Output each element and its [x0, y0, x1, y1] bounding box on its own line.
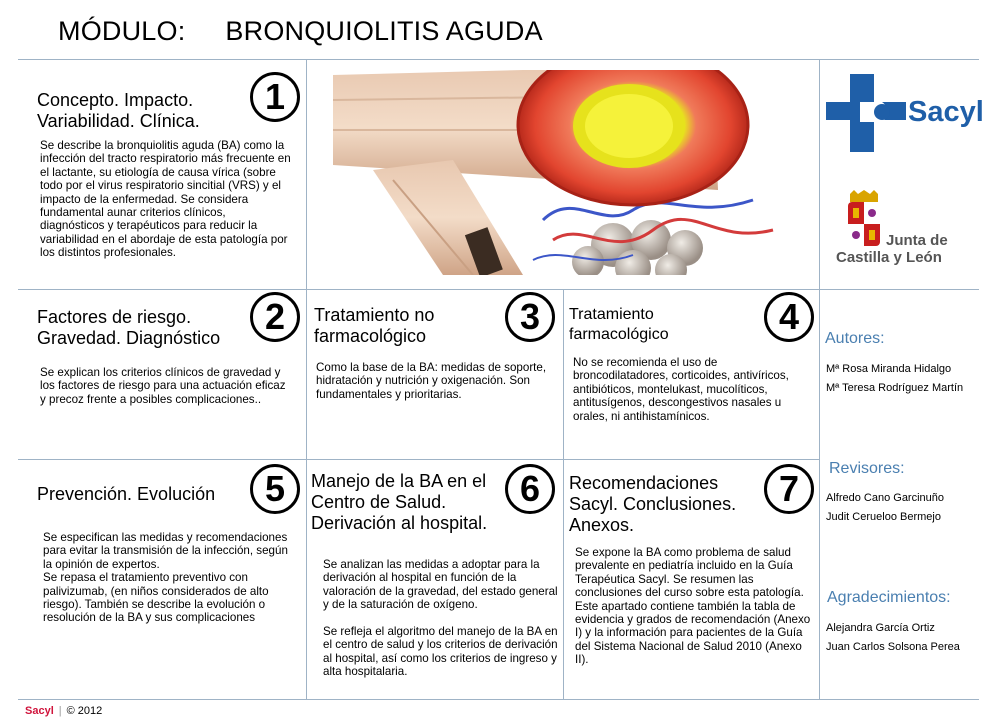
- footer-separator: |: [58, 705, 62, 717]
- cell-2-text: Se explican los criterios clínicos de gravedad y los factores de riesgo para una actuación eficaz y precoz frente a posibles complicaciones..: [40, 366, 286, 406]
- authors-heading: Autores:: [825, 330, 885, 347]
- footer-brand: Sacyl: [25, 705, 54, 717]
- cell-5-text: Se especifican las medidas y recomendaciones para evitar la transmisión de la infección, según la opinión de expertos. Se repasa el tratamiento preventivo con palivizumab, (en niños considerados de alto riesgo). También se describe la evolución o resolución de la BA y sus complicaciones: [43, 531, 288, 625]
- sacyl-cross-icon: [826, 74, 906, 154]
- cell-6-number: 6: [505, 464, 555, 514]
- module-label: MÓDULO:: [58, 16, 186, 46]
- grid-row-line-1: [18, 289, 979, 290]
- grid-col-line-3: [819, 59, 820, 699]
- junta-logo: [834, 188, 974, 270]
- bronchiole-illustration: [333, 70, 791, 275]
- sacyl-logo-text: Sacyl: [908, 96, 984, 128]
- coat-of-arms-icon: [844, 190, 884, 248]
- cell-1-text: Se describe la bronquiolitis aguda (BA) como la infección del tracto respiratorio más frecuente en el lactante, su etiología de causa vírica (sobre todo por el virus respiratorio sincitial (VRS) y el impacto de la enfermedad. Se considera fundamental aunar criterios clínicos, diagnósticos y terapéuticos para reducir la variabilidad en el abordaje de esta patología por los distintos profesionales.: [40, 139, 291, 260]
- thanks-heading: Agradecimientos:: [827, 589, 951, 606]
- cell-5-number: 5: [250, 464, 300, 514]
- reviewers-heading: Revisores:: [829, 460, 905, 477]
- cell-7-text: Se expone la BA como problema de salud prevalente en pediatría incluido en la Guía Terapéutica Sacyl. Se resumen las conclusiones del curso sobre esta patología. Este apartado contiene también la tabla de evidencia y grados de recomendación (Anexo I) y la información para pacientes de la Guía del Sistema Nacional de Salud 2010 (Anexo II).: [575, 546, 811, 667]
- cell-3-text: Como la base de la BA: medidas de soporte, hidratación y nutrición y oxigenación. Son fundamentales y prioritarias.: [316, 361, 547, 401]
- cell-3-number: 3: [505, 292, 555, 342]
- junta-logo-line2: Castilla y León: [836, 249, 942, 266]
- reviewer-1: Alfredo Cano Garcinuño: [826, 492, 945, 504]
- grid-row-line-2: [18, 459, 820, 460]
- cell-1-number: 1: [250, 72, 300, 122]
- module-title: BRONQUIOLITIS AGUDA: [225, 16, 543, 46]
- grid-top-line: [18, 59, 979, 60]
- cell-4-number: 4: [764, 292, 814, 342]
- junta-logo-line1: Junta de: [886, 232, 948, 249]
- cell-6-heading: Manejo de la BA en el Centro de Salud. Derivación al hospital.: [311, 471, 488, 533]
- footer-copyright: © 2012: [66, 705, 103, 717]
- grid-bottom-line: [18, 699, 979, 700]
- grid-col-line-1: [306, 59, 307, 699]
- author-1: Mª Rosa Miranda Hidalgo: [826, 363, 952, 375]
- thanks-2: Juan Carlos Solsona Perea: [826, 641, 960, 653]
- cell-2-heading: Factores de riesgo. Gravedad. Diagnóstico: [37, 307, 221, 348]
- cell-6-text: Se analizan las medidas a adoptar para la derivación al hospital en función de la valoración de la gravedad, del estado general y de la saturación de oxígeno. Se refleja el algoritmo del manejo de la BA en el centro de salud y los criterios de derivación al hospital, así como los criterios de ingreso y alta hospitalaria.: [323, 558, 558, 679]
- cell-4-heading: Tratamiento farmacológico: [569, 306, 669, 343]
- cell-5-heading: Prevención. Evolución: [37, 484, 216, 504]
- page-title: [58, 16, 543, 47]
- author-2: Mª Teresa Rodríguez Martín: [826, 382, 964, 394]
- footer: [25, 705, 102, 717]
- cell-7-number: 7: [764, 464, 814, 514]
- cell-3-heading: Tratamiento no farmacológico: [314, 305, 435, 346]
- thanks-1: Alejandra García Ortiz: [826, 622, 935, 634]
- sacyl-logo: [826, 74, 984, 154]
- cell-2-number: 2: [250, 292, 300, 342]
- cell-1-heading: Concepto. Impacto. Variabilidad. Clínica.: [37, 90, 200, 131]
- cell-4-text: No se recomienda el uso de broncodilatadores, corticoides, antivíricos, antibióticos, montelukast, mucolíticos, antitusígenos, descongestivos nasales u orales, ni antihistamínicos.: [573, 356, 789, 423]
- reviewer-2: Judit Cerueloo Bermejo: [826, 511, 941, 523]
- cell-7-heading: Recomendaciones Sacyl. Conclusiones. Anexos.: [569, 473, 737, 535]
- grid-col-line-2: [563, 289, 564, 699]
